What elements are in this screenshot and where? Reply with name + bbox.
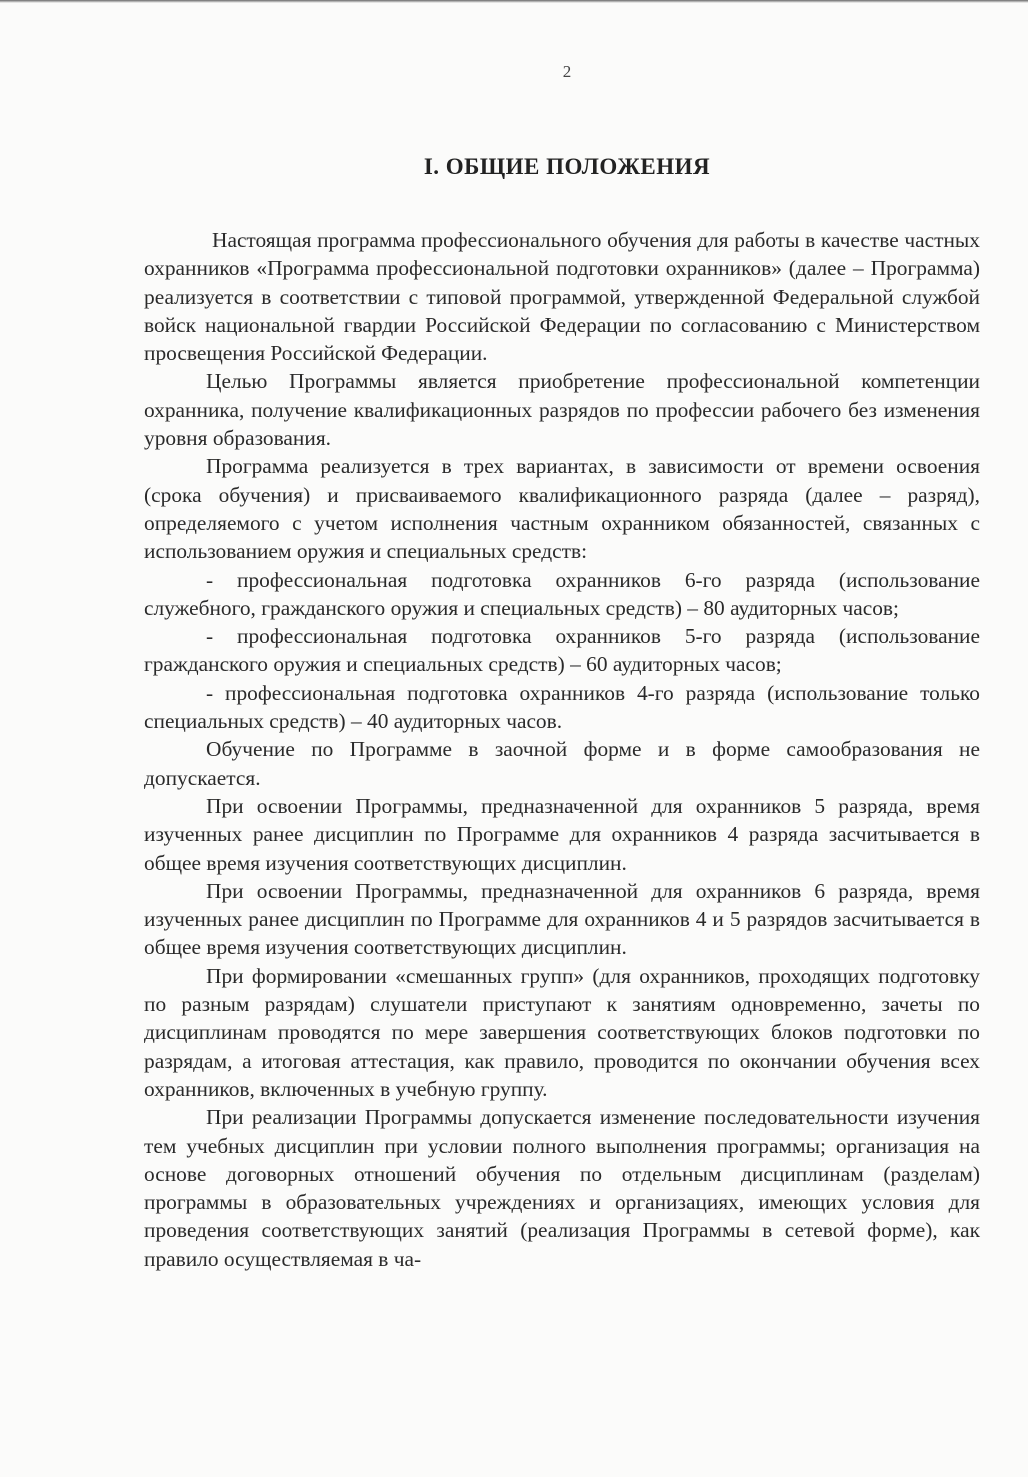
paragraph-goal: Целью Программы является приобретение профессиональной компетенции охранника, получение квалификационных разрядов по профессии рабочего без изменения уровня образования. [144, 369, 980, 451]
list-item-grade-5: - профессиональная подготовка охранников 5-го разряда (использование гражданского оружия и специальных средств) – 60 аудиторных часов; [144, 624, 980, 677]
paragraph-mixed-groups: При формировании «смешанных групп» (для охранников, проходящих подготовку по разным разрядам) слушатели приступают к занятиям одновременно, зачеты по дисциплинам проводятся по мере завершения соответствующих блоков подготовки по разрядам, а итоговая аттестация, как правило, проводится по окончании обучения всех охранников, включенных в учебную группу. [144, 963, 980, 1101]
paragraph-implementation: При реализации Программы допускается изменение последовательности изучения тем учебных дисциплин при условии полного выполнения программы; организация на основе договорных отношений обучения по отдельным дисциплинам (разделам) программы в образовательных учреждениях и организациях, имеющих условия для проведения соответствующих занятий (реализация Программы в сетевой форме), как правило осуществляемая в ча- [144, 1105, 980, 1271]
body-text [144, 226, 980, 1273]
list-item-grade-4: - профессиональная подготовка охранников 4-го разряда (использование только специальных средств) – 40 аудиторных часов. [144, 680, 980, 734]
scan-top-edge [0, 0, 1028, 3]
paragraph-grade-5-credit: При освоении Программы, предназначенной для охранников 5 разряда, время изученных ранее дисциплин по Программе для охранников 4 разряда засчитывается в общее время изучения соответствующих дисциплин. [144, 793, 980, 875]
paragraph-grade-6-credit: При освоении Программы, предназначенной для охранников 6 разряда, время изученных ранее дисциплин по Программе для охранников 4 и 5 разрядов засчитывается в общее время изучения соответствующих дисциплин. [144, 878, 980, 960]
paragraph-intro: Настоящая программа профессионального обучения для работы в качестве частных охранников «Программа профессиональной подготовки охранников» (далее – Программа) реализуется в соответствии с типовой программой, утвержденной Федеральной службой войск национальной гвардии Российской Федерации по согласованию с Министерством просвещения Российской Федерации. [144, 228, 980, 366]
paragraph-form-restriction: Обучение по Программе в заочной форме и в форме самообразования не допускается. [144, 737, 980, 790]
page-number: 2 [562, 62, 572, 81]
list-item-grade-6: - профессиональная подготовка охранников 6-го разряда (использование служебного, гражданского оружия и специальных средств) – 80 аудиторных часов; [144, 567, 980, 620]
section-title: I. ОБЩИЕ ПОЛОЖЕНИЯ [423, 154, 711, 179]
paragraph-variants: Программа реализуется в трех вариантах, в зависимости от времени освоения (срока обучения) и присваиваемого квалификационного разряда (далее – разряд), определяемого с учетом исполнения частным охранником обязанностей, связанных с использованием оружия и специальных средств: [144, 454, 980, 564]
